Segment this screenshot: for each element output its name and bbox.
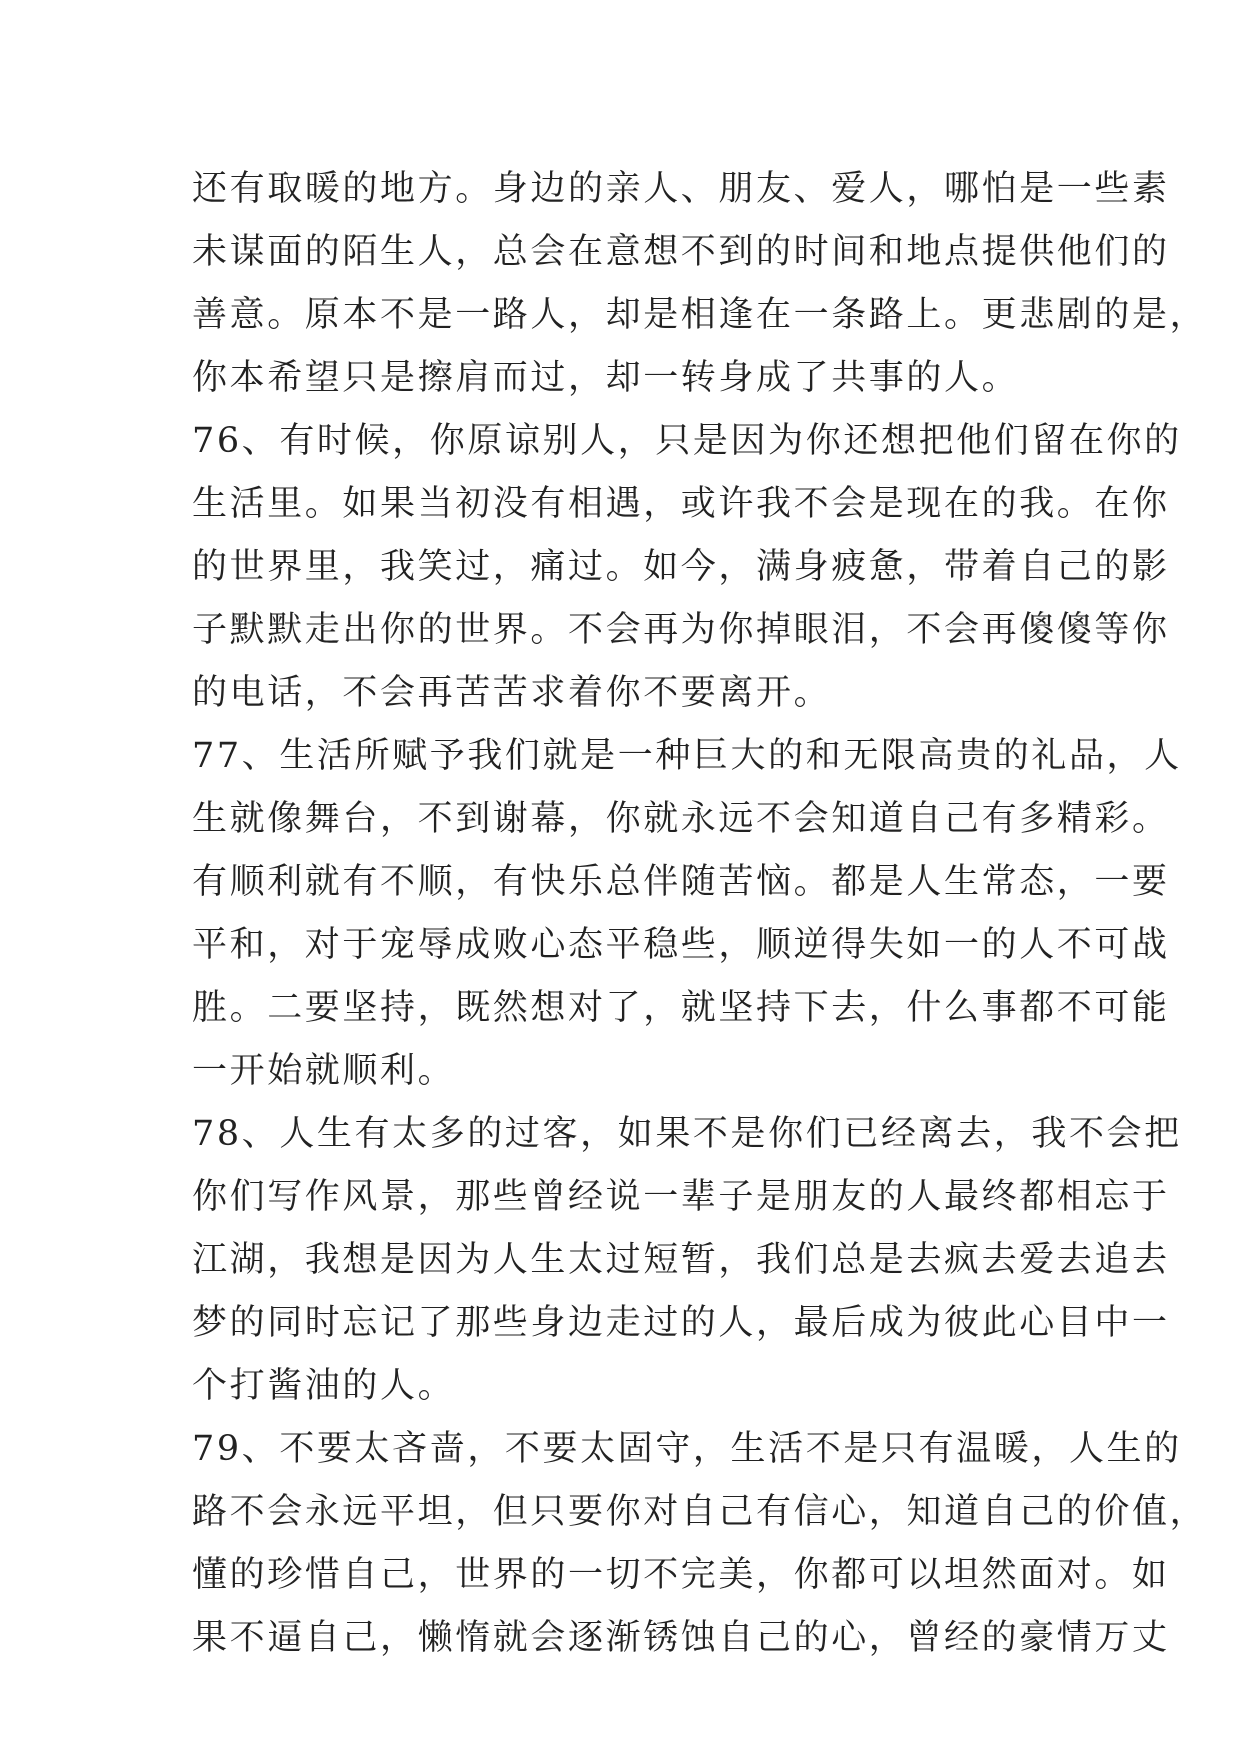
text-line: 的世界里，我笑过，痛过。如今，满身疲惫，带着自己的影	[192, 547, 1170, 587]
text-line: 76、有时候，你原谅别人，只是因为你还想把他们留在你的	[192, 421, 1182, 461]
text-line: 有顺利就有不顺，有快乐总伴随苦恼。都是人生常态，一要	[192, 862, 1170, 902]
text-line: 懂的珍惜自己，世界的一切不完美，你都可以坦然面对。如	[192, 1555, 1170, 1595]
text-line: 梦的同时忘记了那些身边走过的人，最后成为彼此心目中一	[192, 1303, 1170, 1343]
text-line: 你本希望只是擦肩而过，却一转身成了共事的人。	[192, 358, 1020, 398]
text-line: 一开始就顺利。	[192, 1051, 456, 1091]
text-line: 江湖，我想是因为人生太过短暂，我们总是去疯去爱去追去	[192, 1240, 1170, 1280]
text-line: 生就像舞台，不到谢幕，你就永远不会知道自己有多精彩。	[192, 799, 1170, 839]
text-line: 胜。二要坚持，既然想对了，就坚持下去，什么事都不可能	[192, 988, 1170, 1028]
text-line: 平和，对于宠辱成败心态平稳些，顺逆得失如一的人不可战	[192, 925, 1170, 965]
text-line: 的电话，不会再苦苦求着你不要离开。	[192, 673, 832, 713]
text-line: 79、不要太吝啬，不要太固守，生活不是只有温暖，人生的	[192, 1429, 1182, 1469]
text-line: 个打酱油的人。	[192, 1366, 456, 1406]
text-line: 路不会永远平坦，但只要你对自己有信心，知道自己的价值，	[192, 1492, 1208, 1532]
text-line: 你们写作风景，那些曾经说一辈子是朋友的人最终都相忘于	[192, 1177, 1170, 1217]
text-line: 生活里。如果当初没有相遇，或许我不会是现在的我。在你	[192, 484, 1170, 524]
body-text	[192, 158, 1208, 1670]
text-line: 78、人生有太多的过客，如果不是你们已经离去，我不会把	[192, 1114, 1182, 1154]
text-line: 未谋面的陌生人，总会在意想不到的时间和地点提供他们的	[192, 232, 1170, 272]
text-line: 子默默走出你的世界。不会再为你掉眼泪，不会再傻傻等你	[192, 610, 1170, 650]
text-line: 善意。原本不是一路人，却是相逢在一条路上。更悲剧的是，	[192, 295, 1208, 335]
text-line: 果不逼自己，懒惰就会逐渐锈蚀自己的心，曾经的豪情万丈	[192, 1618, 1170, 1658]
text-line: 还有取暖的地方。身边的亲人、朋友、爱人，哪怕是一些素	[192, 169, 1170, 209]
text-line: 77、生活所赋予我们就是一种巨大的和无限高贵的礼品，人	[192, 736, 1182, 776]
